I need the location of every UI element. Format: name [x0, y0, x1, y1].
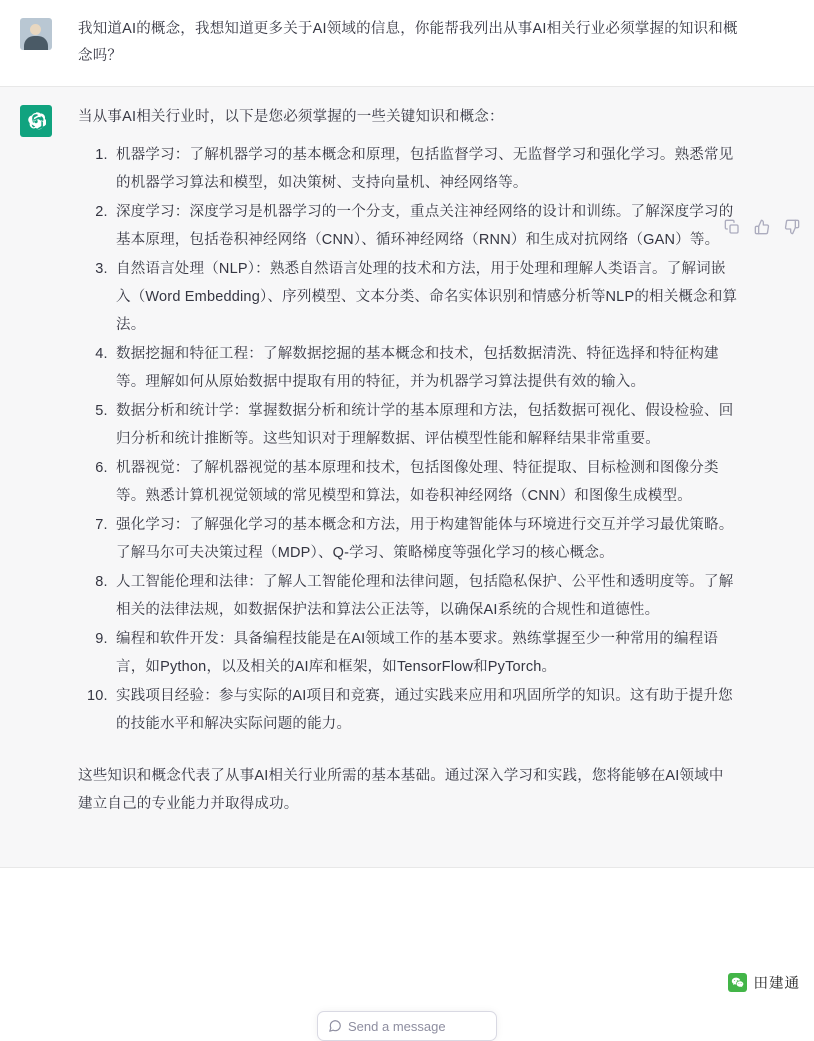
wechat-icon: [728, 973, 747, 992]
assistant-outro: 这些知识和概念代表了从事AI相关行业所需的基本基础。通过深入学习和实践，您将能够在AI领域中建立自己的专业能力并取得成功。: [78, 768, 724, 812]
assistant-intro: 当从事AI相关行业时，以下是您必须掌握的一些关键知识和概念：: [78, 109, 504, 125]
list-item: 1. 机器学习：了解机器学习的基本概念和原理，包括监督学习、无监督学习和强化学习。熟悉常见的机器学习算法和模型，如决策树、支持向量机、神经网络等。: [112, 141, 738, 197]
message-composer[interactable]: [317, 1011, 497, 1041]
message-icon: [328, 1019, 342, 1033]
avatar-body: [24, 36, 48, 50]
list-item: 2. 深度学习：深度学习是机器学习的一个分支，重点关注神经网络的设计和训练。了解深度学习的基本原理，包括卷积神经网络（CNN）、循环神经网络（RNN）和生成对抗网络（GAN）等。: [112, 198, 738, 254]
brand-name: 田建通: [753, 976, 800, 992]
avatar-head: [30, 24, 41, 35]
list-item: 4. 数据挖掘和特征工程：了解数据挖掘的基本概念和技术，包括数据清洗、特征选择和特征构建等。理解如何从原始数据中提取有用的特征，并为机器学习算法提供有效的输入。: [112, 340, 738, 396]
list-item: 7. 强化学习：了解强化学习的基本概念和方法，用于构建智能体与环境进行交互并学习最优策略。了解马尔可夫决策过程（MDP）、Q-学习、策略梯度等强化学习的核心概念。: [112, 511, 738, 567]
user-message: [0, 0, 814, 87]
avatar-assistant: [20, 105, 52, 137]
avatar-user: [20, 18, 52, 50]
composer-placeholder: Send a message: [348, 1018, 446, 1034]
brand-watermark: [728, 972, 801, 993]
list-item: 8. 人工智能伦理和法律：了解人工智能伦理和法律问题，包括隐私保护、公平性和透明度等。了解相关的法律法规，如数据保护法和算法公正法等，以确保AI系统的合规性和道德性。: [112, 568, 738, 624]
thumbs-up-icon[interactable]: [754, 219, 770, 235]
knowledge-points-list: [78, 141, 738, 738]
copy-icon[interactable]: [724, 219, 740, 235]
message-actions: [724, 219, 800, 235]
list-item: 9. 编程和软件开发：具备编程技能是在AI领域工作的基本要求。熟练掌握至少一种常用的编程语言，如Python，以及相关的AI库和框架，如TensorFlow和PyTorch。: [112, 625, 738, 681]
assistant-message: [0, 87, 814, 868]
list-item: 5. 数据分析和统计学：掌握数据分析和统计学的基本原理和方法，包括数据可视化、假设检验、回归分析和统计推断等。这些知识对于理解数据、评估模型性能和解释结果非常重要。: [112, 397, 738, 453]
user-message-text: 我知道AI的概念，我想知道更多关于AI领域的信息，你能帮我列出从事AI相关行业必须掌握的知识和概念吗？: [78, 21, 738, 64]
list-item: 6. 机器视觉：了解机器视觉的基本原理和技术，包括图像处理、特征提取、目标检测和图像分类等。熟悉计算机视觉领域的常见模型和算法，如卷积神经网络（CNN）和图像生成模型。: [112, 454, 738, 510]
thumbs-down-icon[interactable]: [784, 219, 800, 235]
assistant-message-body: [78, 103, 738, 833]
list-item: 10. 实践项目经验：参与实际的AI项目和竞赛，通过实践来应用和巩固所学的知识。这有助于提升您的技能水平和解决实际问题的能力。: [112, 682, 738, 738]
list-item: 3. 自然语言处理（NLP）：熟悉自然语言处理的技术和方法，用于处理和理解人类语言。了解词嵌入（Word Embedding）、序列模型、文本分类、命名实体识别和情感分析等NLP的相关概念和算法。: [112, 255, 738, 339]
